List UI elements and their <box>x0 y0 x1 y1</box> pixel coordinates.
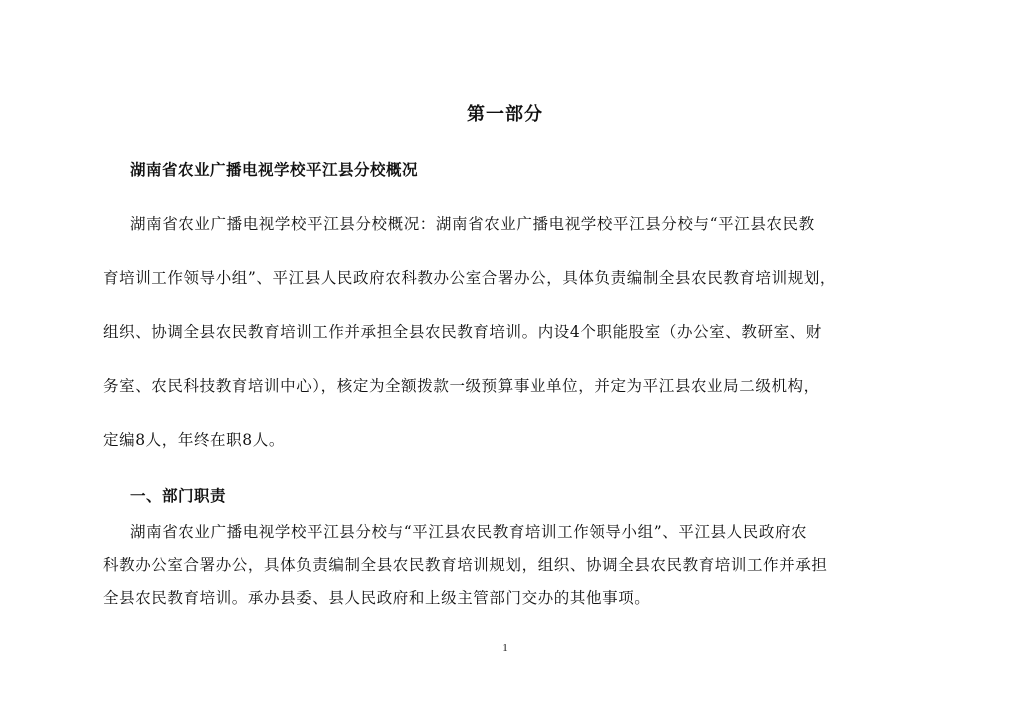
part-title: 第一部分 <box>467 104 543 125</box>
overview-line-1: 湖南省农业广播电视学校平江县分校概况：湖南省农业广播电视学校平江县分校与“平江县农民教 <box>130 215 815 233</box>
duties-line-2: 科教办公室合署办公，具体负责编制全县农民教育培训规划，组织、协调全县农民教育培训工作并承担 <box>103 556 828 574</box>
overview-line-2: 育培训工作领导小组”、平江县人民政府农科教办公室合署办公，具体负责编制全县农民教育培训规划， <box>103 269 837 287</box>
overview-line-5: 定编8人，年终在职8人。 <box>103 431 285 449</box>
overview-line-3: 组织、协调全县农民教育培训工作并承担全县农民教育培训。内设4个职能股室（办公室、教研室、财 <box>103 323 822 341</box>
overview-heading: 湖南省农业广播电视学校平江县分校概况 <box>130 161 419 179</box>
duties-heading: 一、部门职责 <box>130 487 227 505</box>
page-number: 1 <box>502 642 508 654</box>
duties-line-1: 湖南省农业广播电视学校平江县分校与“平江县农民教育培训工作领导小组”、平江县人民政府农 <box>130 523 808 541</box>
duties-line-3: 全县农民教育培训。承办县委、县人民政府和上级主管部门交办的其他事项。 <box>103 589 651 607</box>
overview-line-4: 务室、农民科技教育培训中心），核定为全额拨款一级预算事业单位，并定为平江县农业局二级机构， <box>103 377 820 395</box>
